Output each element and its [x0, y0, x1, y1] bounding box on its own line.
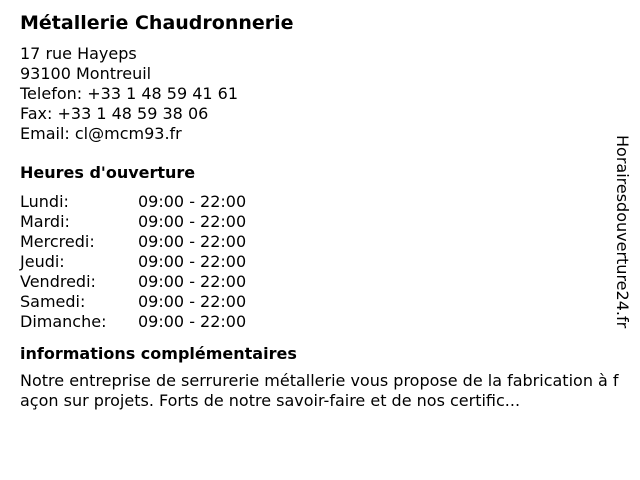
day-label: Dimanche:: [20, 312, 107, 331]
hours-row-dimanche: [20, 312, 620, 332]
day-label: Lundi:: [20, 192, 69, 211]
email-address[interactable]: Email: cl@mcm93.fr: [20, 124, 182, 143]
street-address: 17 rue Hayeps: [20, 44, 137, 63]
day-label: Samedi:: [20, 292, 86, 311]
business-card: [20, 10, 620, 411]
time-range: 09:00 - 22:00: [138, 212, 247, 231]
hours-row-lundi: [20, 192, 620, 212]
opening-hours-table: [20, 192, 620, 332]
hours-row-samedi: [20, 292, 620, 312]
business-description: Notre entreprise de serrurerie métallerie vous propose de la fabrication à façon sur projets. Forts de notre savoir-faire et de nos certific...: [20, 371, 619, 410]
day-label: Jeudi:: [20, 252, 65, 271]
time-range: 09:00 - 22:00: [138, 232, 247, 251]
hours-row-mardi: [20, 212, 620, 232]
time-range: 09:00 - 22:00: [138, 292, 247, 311]
day-label: Vendredi:: [20, 272, 96, 291]
contact-block: [20, 44, 620, 144]
hours-row-jeudi: [20, 252, 620, 272]
additional-info-title: informations complémentaires: [20, 344, 297, 363]
hours-row-vendredi: [20, 272, 620, 292]
time-range: 09:00 - 22:00: [138, 252, 247, 271]
site-watermark: Horairesdouverture24.fr: [613, 135, 632, 329]
hours-row-mercredi: [20, 232, 620, 252]
time-range: 09:00 - 22:00: [138, 192, 247, 211]
phone-number[interactable]: Telefon: +33 1 48 59 41 61: [20, 84, 239, 103]
time-range: 09:00 - 22:00: [138, 272, 247, 291]
time-range: 09:00 - 22:00: [138, 312, 247, 331]
city-postal: 93100 Montreuil: [20, 64, 152, 83]
day-label: Mercredi:: [20, 232, 95, 251]
opening-hours-title: Heures d'ouverture: [20, 163, 196, 182]
fax-number: Fax: +33 1 48 59 38 06: [20, 104, 209, 123]
day-label: Mardi:: [20, 212, 70, 231]
business-name: Métallerie Chaudronnerie: [20, 12, 294, 34]
